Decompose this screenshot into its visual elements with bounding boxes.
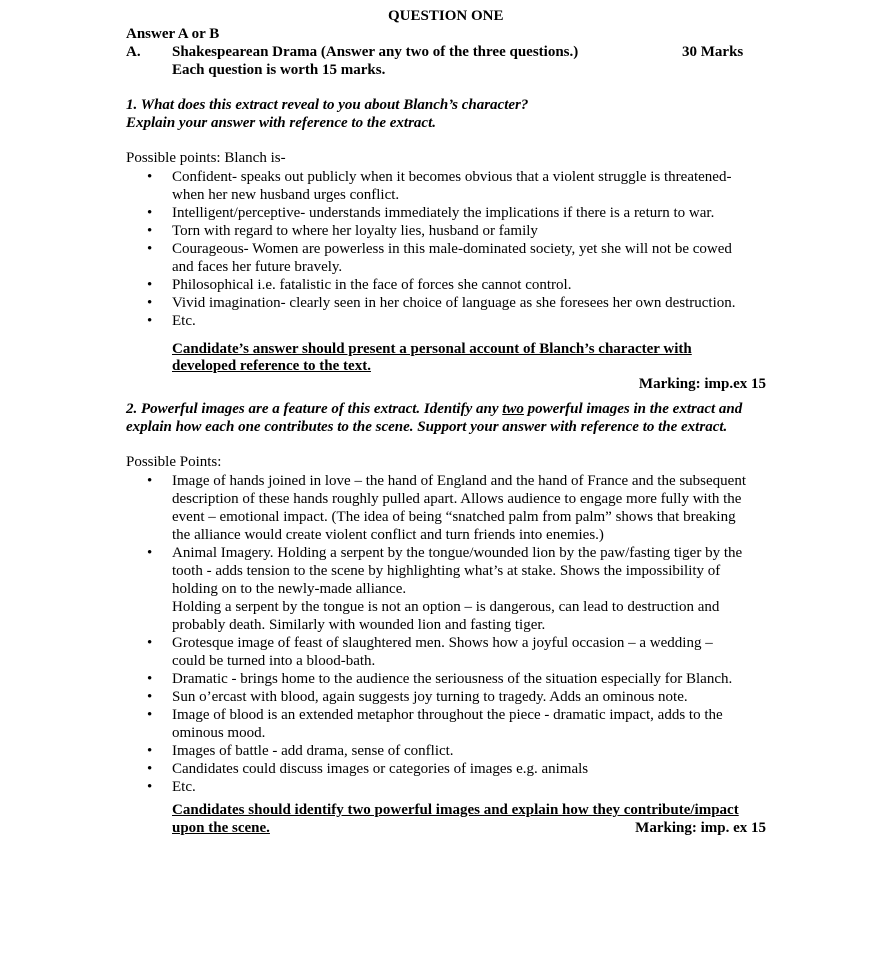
question-2-note-line2: upon the scene. [172,820,270,836]
list-item-text [172,168,777,204]
bullet-icon: • [147,313,153,329]
list-item-line: holding on to the newly-made alliance. [172,581,407,597]
list-item-line: Philosophical i.e. fatalistic in the face of forces she cannot control. [172,277,572,293]
bullet-icon: • [147,545,153,561]
section-title: Shakespearean Drama (Answer any two of the three questions.) [172,44,579,60]
bullet-icon: • [147,761,153,777]
question-1-points-list [147,168,777,330]
list-item-line: Sun o’ercast with blood, again suggests joy turning to tragedy. Adds an ominous note. [172,689,688,705]
list-item-line: and faces her future bravely. [172,259,343,275]
list-item [147,294,777,312]
list-item-text [172,222,777,240]
list-item-line: Confident- speaks out publicly when it becomes obvious that a violent struggle is threatened- [172,169,732,185]
question-1-note-line1: Candidate’s answer should present a personal account of Blanch’s character with [172,341,692,357]
bullet-icon: • [147,277,153,293]
list-item-text [172,204,777,222]
question-2-prompt-part1: 2. Powerful images are a feature of this extract. Identify any [126,401,503,417]
question-2-note-line1: Candidates should identify two powerful images and explain how they contribute/impact [172,802,739,818]
list-item-text [172,742,777,760]
list-item-text [172,294,777,312]
list-item-text [172,544,777,634]
list-item [147,276,777,294]
bullet-icon: • [147,205,153,221]
question-1-intro: Possible points: Blanch is- [126,150,286,166]
list-item [147,544,777,634]
list-item [147,240,777,276]
bullet-icon: • [147,473,153,489]
list-item-line: probably death. Similarly with wounded lion and fasting tiger. [172,617,546,633]
list-item-line: Torn with regard to where her loyalty lies, husband or family [172,223,538,239]
list-item-line: when her new husband urges conflict. [172,187,400,203]
list-item [147,760,777,778]
list-item-line: Image of hands joined in love – the hand of England and the hand of France and the subsequent [172,473,747,489]
bullet-icon: • [147,169,153,185]
answer-choice: Answer A or B [126,26,220,42]
list-item-text [172,276,777,294]
question-2-prompt-line1 [126,400,742,418]
list-item-text [172,688,777,706]
list-item [147,472,777,544]
question-1-prompt-line2: Explain your answer with reference to the extract. [126,115,437,131]
list-item-text [172,778,777,796]
list-item-line: Courageous- Women are powerless in this male-dominated society, yet she will not be cowed [172,241,732,257]
list-item-line: the alliance would create violent conflict and turn friends into enemies.) [172,527,604,543]
list-item-line: Intelligent/perceptive- understands immediately the implications if there is a return to war. [172,205,715,221]
question-1-marking: Marking: imp.ex 15 [638,376,766,392]
bullet-icon: • [147,743,153,759]
bullet-icon: • [147,779,153,795]
list-item [147,634,777,670]
list-item-text [172,706,777,742]
list-item [147,222,777,240]
bullet-icon: • [147,671,153,687]
list-item-line: Image of blood is an extended metaphor throughout the piece - dramatic impact, adds to the [172,707,723,723]
bullet-icon: • [147,295,153,311]
list-item [147,204,777,222]
bullet-icon: • [147,241,153,257]
list-item [147,742,777,760]
list-item-line: Vivid imagination- clearly seen in her choice of language as she foresees her own destruction. [172,295,736,311]
list-item-text [172,472,777,544]
bullet-icon: • [147,635,153,651]
list-item-line: Dramatic - brings home to the audience the seriousness of the situation especially for Blanch. [172,671,733,687]
list-item [147,778,777,796]
bullet-icon: • [147,707,153,723]
question-1-note-line2: developed reference to the text. [172,358,371,374]
question-2-marking: Marking: imp. ex 15 [635,820,766,836]
list-item-text [172,760,777,778]
list-item-text [172,312,777,330]
section-marks: 30 Marks [682,44,744,60]
list-item-line: description of these hands roughly pulled apart. Allows audience to engage more fully with the [172,491,742,507]
list-item-line: Images of battle - add drama, sense of conflict. [172,743,454,759]
list-item-line: could be turned into a blood-bath. [172,653,376,669]
list-item [147,312,777,330]
list-item [147,168,777,204]
list-item-line: Holding a serpent by the tongue is not an option – is dangerous, can lead to destruction and [172,599,720,615]
list-item-text [172,240,777,276]
list-item-line: Grotesque image of feast of slaughtered men. Shows how a joyful occasion – a wedding – [172,635,713,651]
question-2-intro: Possible Points: [126,454,222,470]
list-item-line: tooth - adds tension to the scene by highlighting what’s at stake. Shows the impossibility of [172,563,721,579]
section-note: Each question is worth 15 marks. [172,62,386,78]
list-item [147,688,777,706]
list-item-line: Etc. [172,779,196,795]
page-title: QUESTION ONE [388,8,504,24]
list-item-text [172,670,777,688]
question-2-prompt-line2: explain how each one contributes to the scene. Support your answer with reference to the extract. [126,419,728,435]
list-item-line: ominous mood. [172,725,266,741]
section-letter: A. [126,44,141,60]
question-2-prompt-emphasis: two [502,401,524,417]
list-item-line: event – emotional impact. (The idea of being “snatched palm from palm” shows that breaking [172,509,736,525]
list-item-text [172,634,777,670]
question-2-points-list [147,472,777,796]
question-1-prompt-line1: 1. What does this extract reveal to you about Blanch’s character? [126,97,529,113]
list-item [147,706,777,742]
list-item-line: Etc. [172,313,196,329]
bullet-icon: • [147,223,153,239]
list-item-line: Candidates could discuss images or categories of images e.g. animals [172,761,589,777]
list-item [147,670,777,688]
list-item-line: Animal Imagery. Holding a serpent by the tongue/wounded lion by the paw/fasting tiger by the [172,545,743,561]
bullet-icon: • [147,689,153,705]
question-2-prompt-part2: powerful images in the extract and [523,401,743,417]
